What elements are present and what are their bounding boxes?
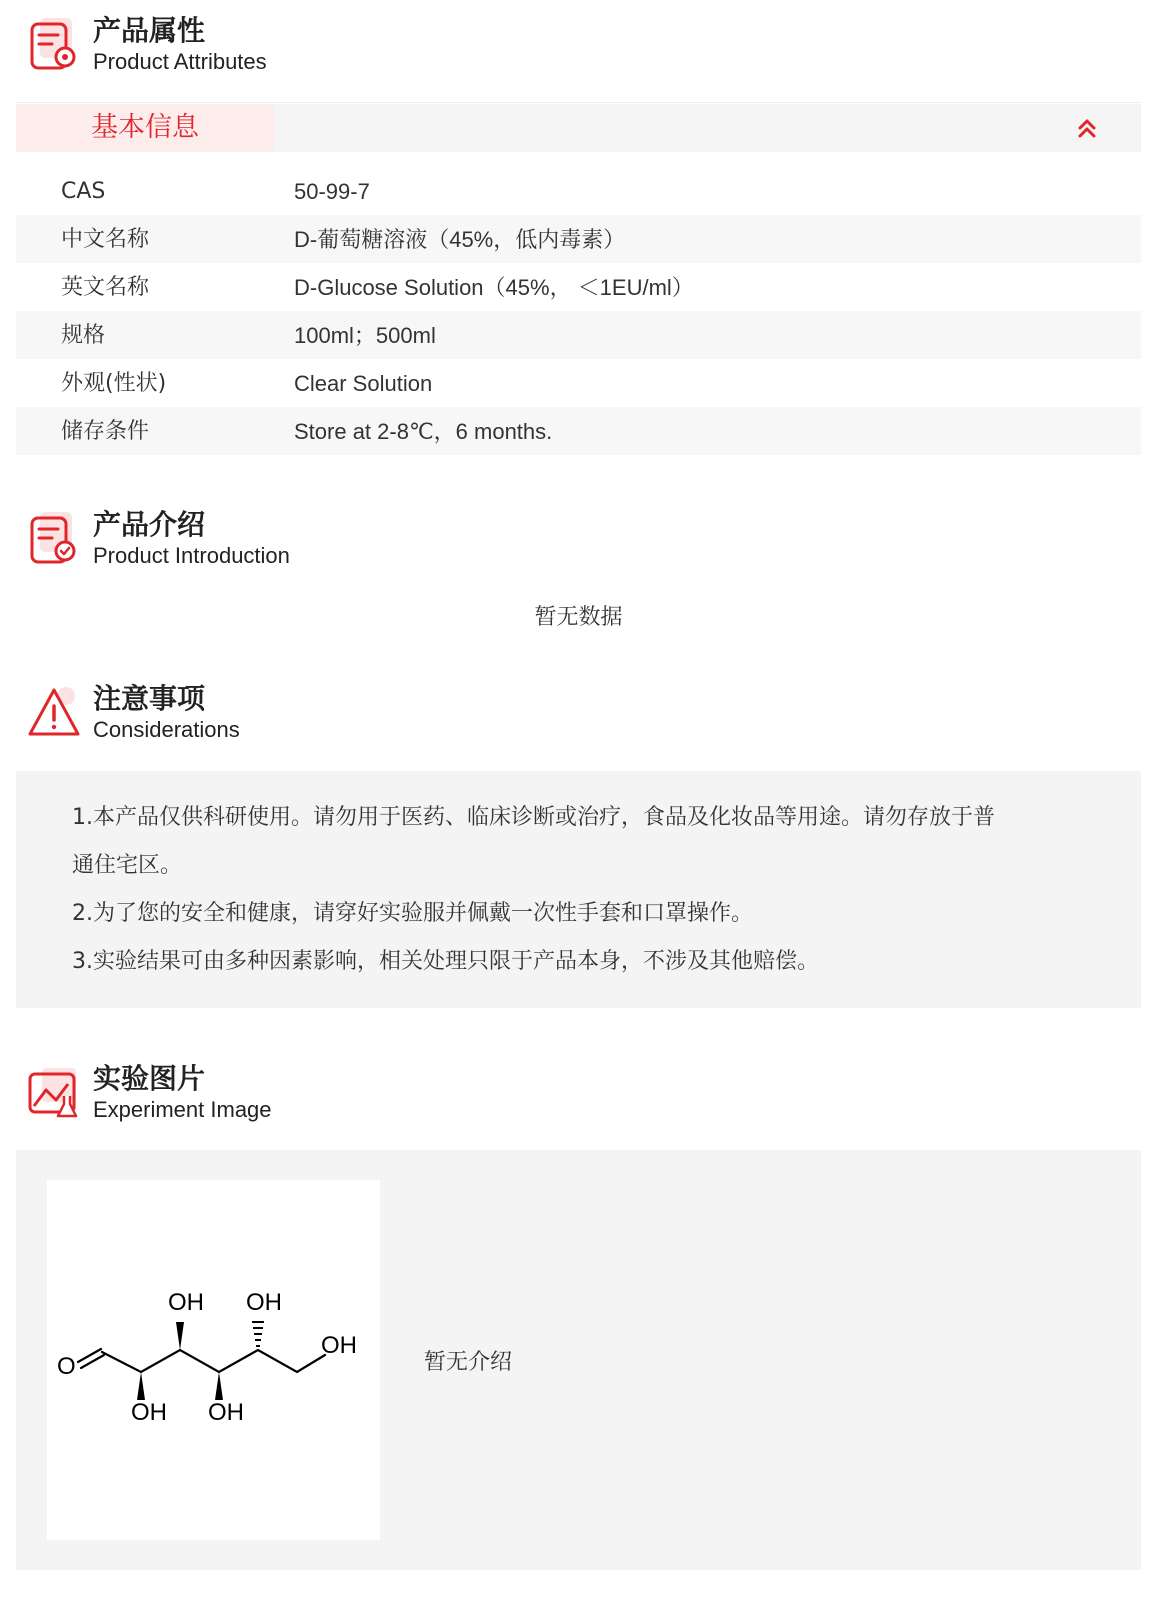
atom-label: OH: [321, 1332, 357, 1359]
attr-row: [16, 167, 1141, 215]
tab-bar: [16, 104, 1141, 152]
attr-value: Clear Solution: [294, 371, 433, 396]
attr-key: 中文名称: [61, 227, 150, 252]
notice-line: 2.为了您的安全和健康，请穿好实验服并佩戴一次性手套和口罩操作。: [72, 901, 753, 926]
divider: [16, 102, 1141, 103]
image-description: 暂无介绍: [424, 1350, 513, 1375]
attr-key: 储存条件: [61, 419, 150, 444]
attr-row: [16, 311, 1141, 359]
attr-value: Store at 2-8℃，6 months.: [294, 419, 553, 444]
attr-row: [16, 263, 1141, 311]
structure-image[interactable]: [47, 1180, 380, 1540]
section-title-zh: 产品介绍: [93, 508, 206, 541]
atom-label: OH: [246, 1289, 282, 1316]
section-title-zh: 注意事项: [93, 682, 206, 715]
attr-value: 50-99-7: [294, 179, 370, 204]
attr-key: 规格: [61, 323, 106, 348]
section-title-en: Product Attributes: [93, 49, 267, 74]
attr-row: [16, 359, 1141, 407]
section-title-en: Experiment Image: [93, 1097, 272, 1122]
attr-value: 100ml；500ml: [294, 323, 436, 348]
warning-triangle-icon: [26, 682, 82, 742]
section-title-en: Product Introduction: [93, 543, 290, 568]
attr-key: CAS: [61, 179, 106, 204]
atom-label: O: [57, 1353, 76, 1380]
section-title-zh: 产品属性: [93, 14, 206, 47]
tab-label: 基本信息: [91, 112, 199, 143]
atom-label: OH: [208, 1399, 244, 1426]
intro-empty-text: 暂无数据: [534, 605, 623, 630]
document-gear-icon: [26, 14, 82, 74]
attr-value: D-Glucose Solution（45%， ＜1EU/ml）: [294, 275, 694, 300]
notice-line: 1.本产品仅供科研使用。请勿用于医药、临床诊断或治疗，食品及化妆品等用途。请勿存放于普: [72, 805, 995, 830]
glucose-structure-diagram: [47, 1180, 380, 1540]
attr-key: 英文名称: [61, 275, 150, 300]
atom-label: OH: [131, 1399, 167, 1426]
considerations-box: [16, 771, 1141, 1008]
section-title-zh: 实验图片: [93, 1062, 206, 1095]
notice-line: 通住宅区。: [72, 853, 183, 878]
atom-label: OH: [168, 1289, 204, 1316]
attr-value: D-葡萄糖溶液（45%，低内毒素）: [294, 227, 626, 252]
image-flask-icon: [26, 1062, 82, 1122]
chevron-double-up-icon[interactable]: [1075, 116, 1099, 140]
tab-basic-info[interactable]: [16, 104, 274, 152]
attr-row: [16, 407, 1141, 455]
attr-key: 外观(性状): [61, 371, 167, 396]
attr-row: [16, 215, 1141, 263]
document-check-icon: [26, 508, 82, 568]
section-title-en: Considerations: [93, 717, 240, 742]
notice-line: 3.实验结果可由多种因素影响，相关处理只限于产品本身，不涉及其他赔偿。: [72, 949, 819, 974]
experiment-image-box: [16, 1150, 1141, 1570]
